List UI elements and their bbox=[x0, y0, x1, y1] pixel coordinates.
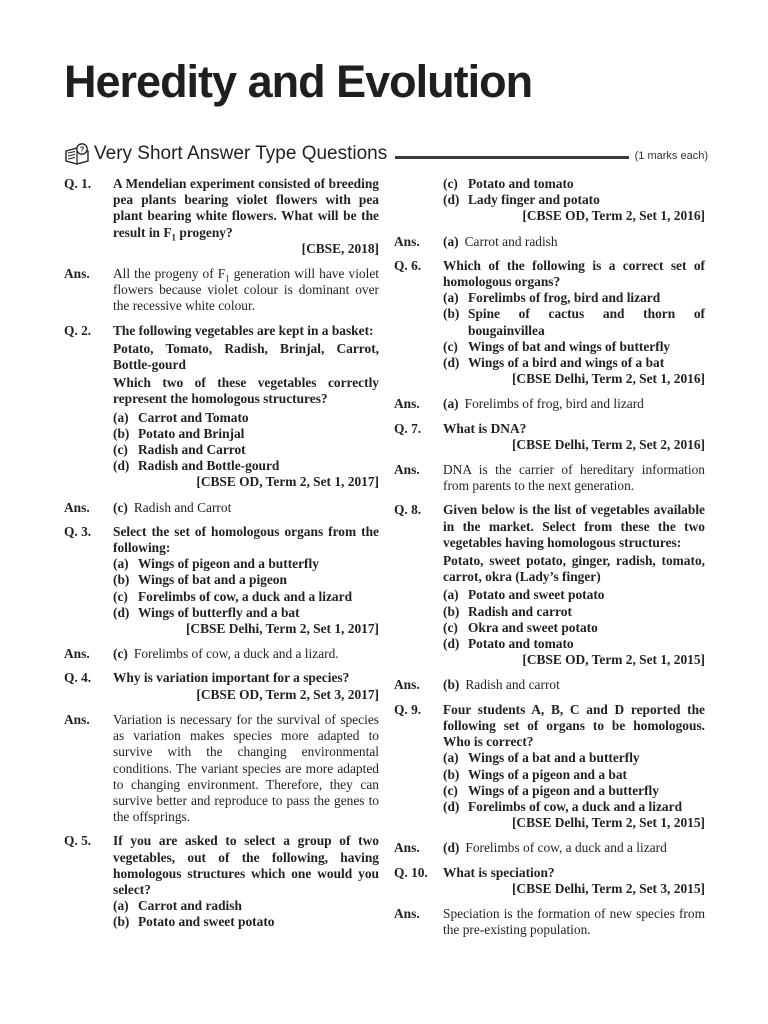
question-source: [CBSE Delhi, Term 2, Set 1, 2015] bbox=[511, 815, 705, 831]
option: (b) Potato and Brinjal bbox=[113, 425, 245, 441]
question-label: Q. 2. bbox=[64, 322, 92, 338]
question-source: [CBSE Delhi, Term 2, Set 1, 2016] bbox=[511, 371, 705, 387]
question-list: Potato, sweet potato, ginger, radish, tomato, carrot, okra (Lady’s finger) bbox=[443, 553, 705, 585]
answer-label: Ans. bbox=[64, 646, 90, 662]
option: (c) Radish and Carrot bbox=[113, 442, 246, 458]
question-source: [CBSE OD, Term 2, Set 1, 2016] bbox=[522, 208, 705, 224]
answer-label: Ans. bbox=[394, 396, 420, 412]
answer-2: Ans. (c) Radish and Carrot bbox=[64, 499, 232, 515]
option: (b) Wings of a pigeon and a bat bbox=[443, 766, 627, 782]
section-title: Very Short Answer Type Questions bbox=[94, 143, 388, 164]
svg-text:?: ? bbox=[79, 144, 85, 154]
question-5-continued bbox=[443, 176, 705, 225]
question-2 bbox=[64, 323, 379, 491]
question-label: Q. 4. bbox=[64, 670, 92, 686]
option: (b) Radish and carrot bbox=[443, 603, 572, 619]
option: (d) Forelimbs of cow, a duck and a lizard bbox=[443, 798, 683, 814]
answer-8: Ans. (b) Radish and carrot bbox=[394, 677, 560, 693]
answer-9: Ans. (d) Forelimbs of cow, a duck and a lizard bbox=[394, 840, 667, 856]
answer-text: Radish and carrot bbox=[465, 677, 560, 693]
answer-text: DNA is the carrier of hereditary information from parents to the next generation. bbox=[443, 462, 705, 494]
section-header bbox=[64, 140, 708, 168]
answer-label: Ans. bbox=[394, 233, 420, 249]
answer-text: Forelimbs of cow, a duck and a lizard bbox=[465, 840, 667, 856]
left-column bbox=[64, 176, 379, 940]
question-source: [CBSE, 2018] bbox=[301, 240, 379, 256]
option: (d) Lady finger and potato bbox=[443, 192, 600, 208]
question-list: Potato, Tomato, Radish, Brinjal, Carrot, Bottle-gourd bbox=[113, 340, 379, 373]
question-text: A Mendelian experiment consisted of breeding pea plants bearing violet flowers with pea plant bearing white flowers. What will be the result in $F_1$ progeny? bbox=[113, 176, 379, 243]
question-9 bbox=[394, 702, 705, 832]
option: (d) Potato and tomato bbox=[443, 636, 574, 652]
question-source: [CBSE Delhi, Term 2, Set 3, 2015] bbox=[511, 880, 705, 896]
answer-text: Variation is necessary for the survival of species as variation makes species more adapted to survive with the changing environmental conditions. The variant species are more adapted to changing environment. Therefore, they can survive better and reproduce to pass the genes to the offsprings. bbox=[113, 711, 379, 825]
question-source: [CBSE OD, Term 2, Set 1, 2015] bbox=[522, 652, 705, 668]
answer-3: Ans. (c) Forelimbs of cow, a duck and a lizard. bbox=[64, 646, 339, 662]
option: (a) Forelimbs of frog, bird and lizard bbox=[443, 290, 661, 306]
question-text: What is DNA? bbox=[443, 420, 527, 436]
question-source: [CBSE OD, Term 2, Set 3, 2017] bbox=[196, 686, 379, 702]
answer-1 bbox=[64, 266, 379, 315]
question-label: Q. 3. bbox=[64, 523, 92, 539]
question-source: [CBSE Delhi, Term 2, Set 2, 2016] bbox=[511, 436, 705, 452]
question-text: Which of the following is a correct set of homologous organs? bbox=[443, 257, 705, 290]
answer-label: Ans. bbox=[394, 905, 420, 921]
answer-6: Ans. (a) Forelimbs of frog, bird and lizard bbox=[394, 396, 644, 412]
option: (a) Carrot and radish bbox=[113, 898, 242, 914]
question-text: Why is variation important for a species? bbox=[113, 670, 350, 686]
option: (a) Carrot and Tomato bbox=[113, 409, 249, 425]
question-text: Given below is the list of vegetables available in the market. Select from these the two vegetables having homologous structures: bbox=[443, 502, 705, 550]
option: (a) Wings of pigeon and a butterfly bbox=[113, 556, 319, 572]
answer-4 bbox=[64, 712, 379, 825]
option: (a) Wings of a bat and a butterfly bbox=[443, 750, 640, 766]
option: (c) Wings of bat and wings of butterfly bbox=[443, 338, 671, 354]
option: (c) Forelimbs of cow, a duck and a lizard bbox=[113, 588, 353, 604]
option: (b) Spine of cactus and thorn of bougainvillea bbox=[443, 306, 705, 338]
question-7 bbox=[394, 421, 705, 453]
answer-text: Radish and Carrot bbox=[133, 499, 232, 515]
question-label: Q. 10. bbox=[394, 864, 428, 880]
answer-label: Ans. bbox=[394, 462, 420, 478]
question-text: Four students A, B, C and D reported the following set of organs to be homologous. Who is correct? bbox=[443, 701, 705, 750]
option: (d) Wings of butterfly and a bat bbox=[113, 604, 300, 620]
question-source: [CBSE Delhi, Term 2, Set 1, 2017] bbox=[185, 621, 379, 637]
section-marks: (1 marks each) bbox=[634, 149, 708, 162]
question-text: The following vegetables are kept in a basket: bbox=[113, 322, 374, 338]
option: (b) Potato and sweet potato bbox=[113, 914, 275, 930]
right-column bbox=[394, 176, 705, 946]
question-label: Q. 9. bbox=[394, 701, 422, 717]
answer-text: Speciation is the formation of new species from the pre-existing population. bbox=[443, 905, 705, 938]
option: (c) Okra and sweet potato bbox=[443, 619, 598, 635]
question-text: What is speciation? bbox=[443, 864, 555, 880]
question-label: Q. 5. bbox=[64, 833, 92, 849]
question-text: Select the set of homologous organs from the following: bbox=[113, 523, 379, 556]
answer-label: Ans. bbox=[64, 499, 90, 515]
question-text: If you are asked to select a group of two vegetables, out of the following, having homologous structures which one would you select? bbox=[113, 833, 379, 897]
question-ask: Which two of these vegetables correctly represent the homologous structures? bbox=[113, 375, 379, 407]
question-3 bbox=[64, 524, 379, 637]
question-label: Q. 7. bbox=[394, 420, 422, 436]
question-1 bbox=[64, 176, 379, 257]
question-6 bbox=[394, 258, 705, 388]
question-label: Q. 1. bbox=[64, 176, 92, 191]
question-label: Q. 6. bbox=[394, 257, 422, 273]
question-4 bbox=[64, 670, 379, 702]
section-rule bbox=[395, 156, 628, 159]
answer-text: Forelimbs of frog, bird and lizard bbox=[464, 396, 644, 412]
question-8 bbox=[394, 502, 705, 668]
question-source: [CBSE OD, Term 2, Set 1, 2017] bbox=[196, 474, 379, 490]
answer-text: Carrot and radish bbox=[464, 233, 558, 249]
option: (b) Wings of bat and a pigeon bbox=[113, 572, 287, 588]
question-10 bbox=[394, 865, 705, 897]
answer-label: Ans. bbox=[64, 711, 90, 727]
answer-5: Ans. (a) Carrot and radish bbox=[394, 233, 558, 249]
page-title: Heredity and Evolution bbox=[64, 56, 533, 107]
answer-text: Forelimbs of cow, a duck and a lizard. bbox=[133, 646, 339, 662]
answer-label: Ans. bbox=[394, 840, 420, 856]
question-5 bbox=[64, 833, 379, 930]
question-book-icon bbox=[64, 143, 90, 165]
option: (c) Wings of a pigeon and a butterfly bbox=[443, 782, 659, 798]
option: (d) Radish and Bottle-gourd bbox=[113, 458, 280, 474]
answer-label: Ans. bbox=[394, 677, 420, 693]
option: (d) Wings of a bird and wings of a bat bbox=[443, 355, 665, 371]
answer-label: Ans. bbox=[64, 266, 90, 282]
option: (a) Potato and sweet potato bbox=[443, 587, 605, 603]
answer-10 bbox=[394, 906, 705, 938]
option: (c) Potato and tomato bbox=[443, 176, 574, 191]
answer-text: All the progeny of $F_1$ generation will have violet flowers because violet colour is dominant over the recessive white colour. bbox=[113, 266, 379, 314]
question-label: Q. 8. bbox=[394, 502, 422, 518]
answer-7 bbox=[394, 462, 705, 494]
